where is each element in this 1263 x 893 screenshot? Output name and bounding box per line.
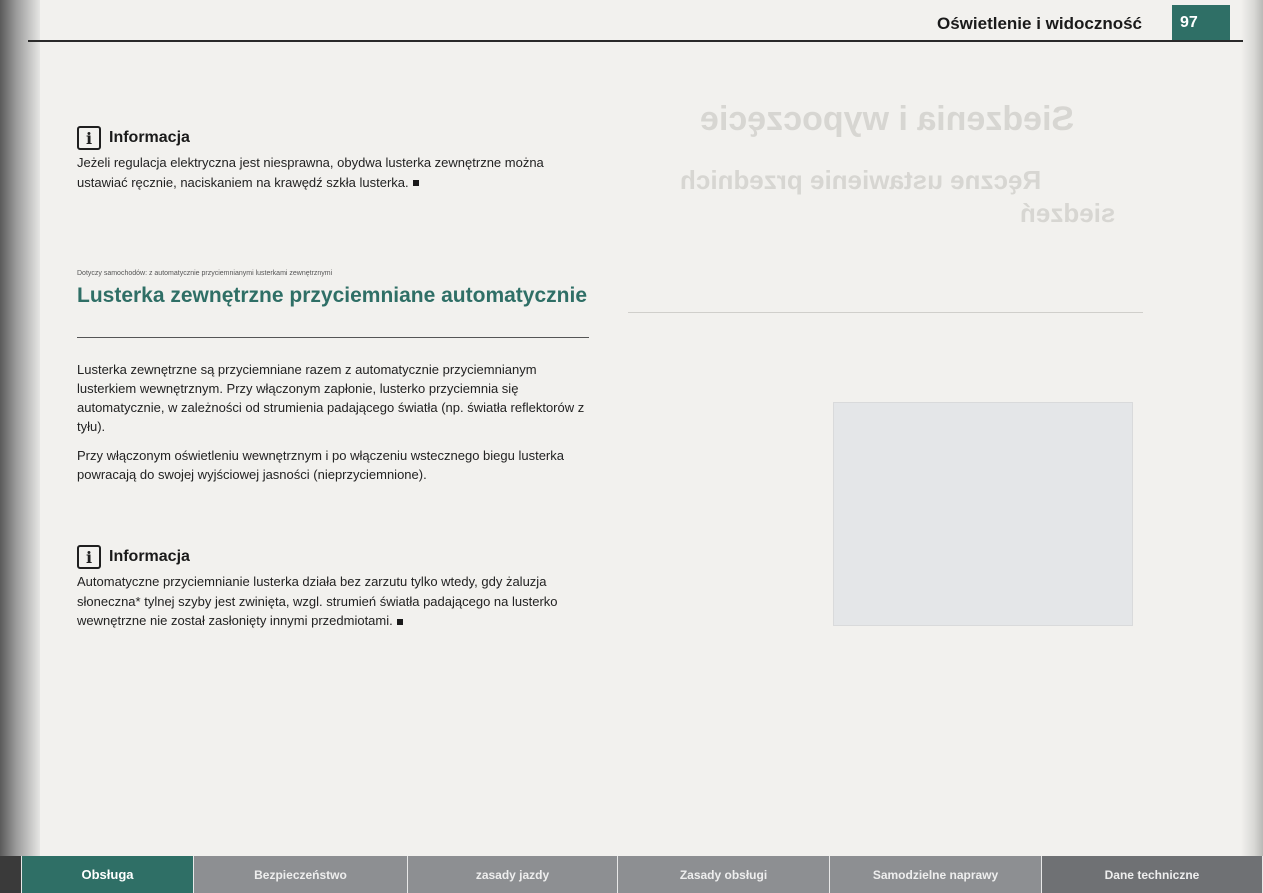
bleed-through-subheading: Ręczne ustawienie przednich <box>680 165 1042 195</box>
tab-zasady-obslugi[interactable]: Zasady obsługi <box>618 856 830 893</box>
tab-samodzielne-naprawy[interactable]: Samodzielne naprawy <box>830 856 1042 893</box>
tab-bezpieczenstwo[interactable]: Bezpieczeństwo <box>194 856 408 893</box>
info-note-text: Automatyczne przyciemnianie lusterka działa bez zarzutu tylko wtedy, gdy żaluzja słoneczna* tylnej szyby jest zwinięta, wzgl. strumień światła padającego na lusterko wewnętrzne nie został zasłonięty innymi przedmiotami. <box>77 574 558 628</box>
bleed-through-subheading-2: siedzeń <box>1020 198 1116 228</box>
info-note-text: Jeżeli regulacja elektryczna jest niesprawna, obydwa lusterka zewnętrzne można ustawiać ręcznie, naciskaniem na krawędź szkła lusterka. <box>77 155 544 190</box>
section-title: Lusterka zewnętrzne przyciemniane automatycznie <box>77 284 587 307</box>
end-mark-icon <box>397 619 403 625</box>
info-note-body <box>77 572 592 631</box>
section-paragraph: Przy włączonym oświetleniu wewnętrznym i po włączeniu wstecznego biegu lusterka powracają do swojej wyjściowej jasności (nieprzyciemnione). <box>77 448 564 482</box>
header-rule <box>28 40 1243 42</box>
bleed-through-rule <box>628 312 1143 313</box>
info-icon: i <box>77 126 101 150</box>
info-note-title: Informacja <box>109 129 190 146</box>
bleed-through-heading: Siedzenia i wypoczęcie <box>700 100 1075 138</box>
tab-dane-techniczne[interactable]: Dane techniczne <box>1042 856 1263 893</box>
info-note-bottom <box>77 545 592 631</box>
page-edge-shadow <box>1241 0 1263 893</box>
info-note-top <box>77 126 592 192</box>
info-note-title: Informacja <box>109 548 190 565</box>
binding-shadow <box>0 0 40 893</box>
bleed-through-figure <box>833 402 1133 626</box>
page-header-title: Oświetlenie i widoczność <box>937 14 1142 33</box>
info-note-header <box>77 545 592 569</box>
section-paragraph: Lusterka zewnętrzne są przyciemniane razem z automatycznie przyciemnianym lusterkiem wewnętrznym. Przy włączonym zapłonie, lusterko przyciemnia się automatycznie, w zależności od strumienia padającego światła (np. światła reflektorów z tyłu). <box>77 362 585 434</box>
tab-zasady-jazdy[interactable]: zasady jazdy <box>408 856 618 893</box>
tab-obsluga[interactable]: Obsługa <box>22 856 194 893</box>
info-note-header <box>77 126 592 150</box>
tab-binding-edge <box>0 856 22 893</box>
info-note-body <box>77 153 592 192</box>
section-rule <box>77 337 589 338</box>
end-mark-icon <box>413 180 419 186</box>
chapter-tabs <box>0 856 1263 893</box>
page-number: 97 <box>1172 5 1230 41</box>
section-body <box>77 360 597 494</box>
info-icon: i <box>77 545 101 569</box>
section-applicability: Dotyczy samochodów: z automatycznie przyciemnianymi lusterkami zewnętrznymi <box>77 270 333 277</box>
